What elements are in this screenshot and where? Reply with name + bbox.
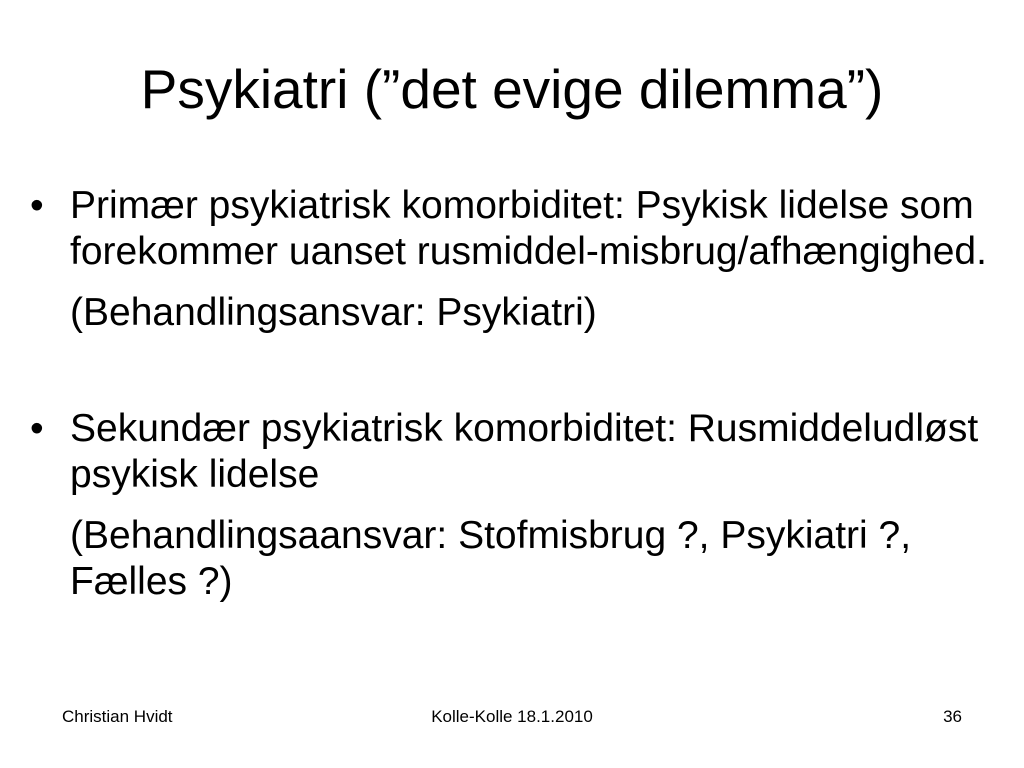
bullet-subtext: (Behandlingsaansvar: Stofmisbrug ?, Psykiatri ?, Fælles ?)	[70, 514, 912, 603]
bullet-subtext: (Behandlingsansvar: Psykiatri)	[70, 291, 597, 334]
footer-author: Christian Hvidt	[62, 707, 173, 726]
bullet-item	[30, 406, 990, 498]
slide-body	[30, 183, 990, 605]
spacer	[30, 336, 990, 406]
bullet-item	[30, 183, 990, 275]
bullet-marker: •	[30, 184, 44, 227]
bullet-text: Sekundær psykiatrisk komorbiditet: Rusmiddeludløst psykisk lidelse	[70, 407, 979, 496]
footer-event: Kolle-Kolle 18.1.2010	[431, 707, 593, 726]
bullet-marker: •	[30, 407, 44, 450]
slide-title: Psykiatri (”det evige dilemma”)	[140, 58, 884, 120]
footer-page-number: 36	[943, 707, 962, 726]
bullet-text: Primær psykiatrisk komorbiditet: Psykisk lidelse som forekommer uanset rusmiddel-misbrug/afhængighed.	[70, 184, 987, 273]
